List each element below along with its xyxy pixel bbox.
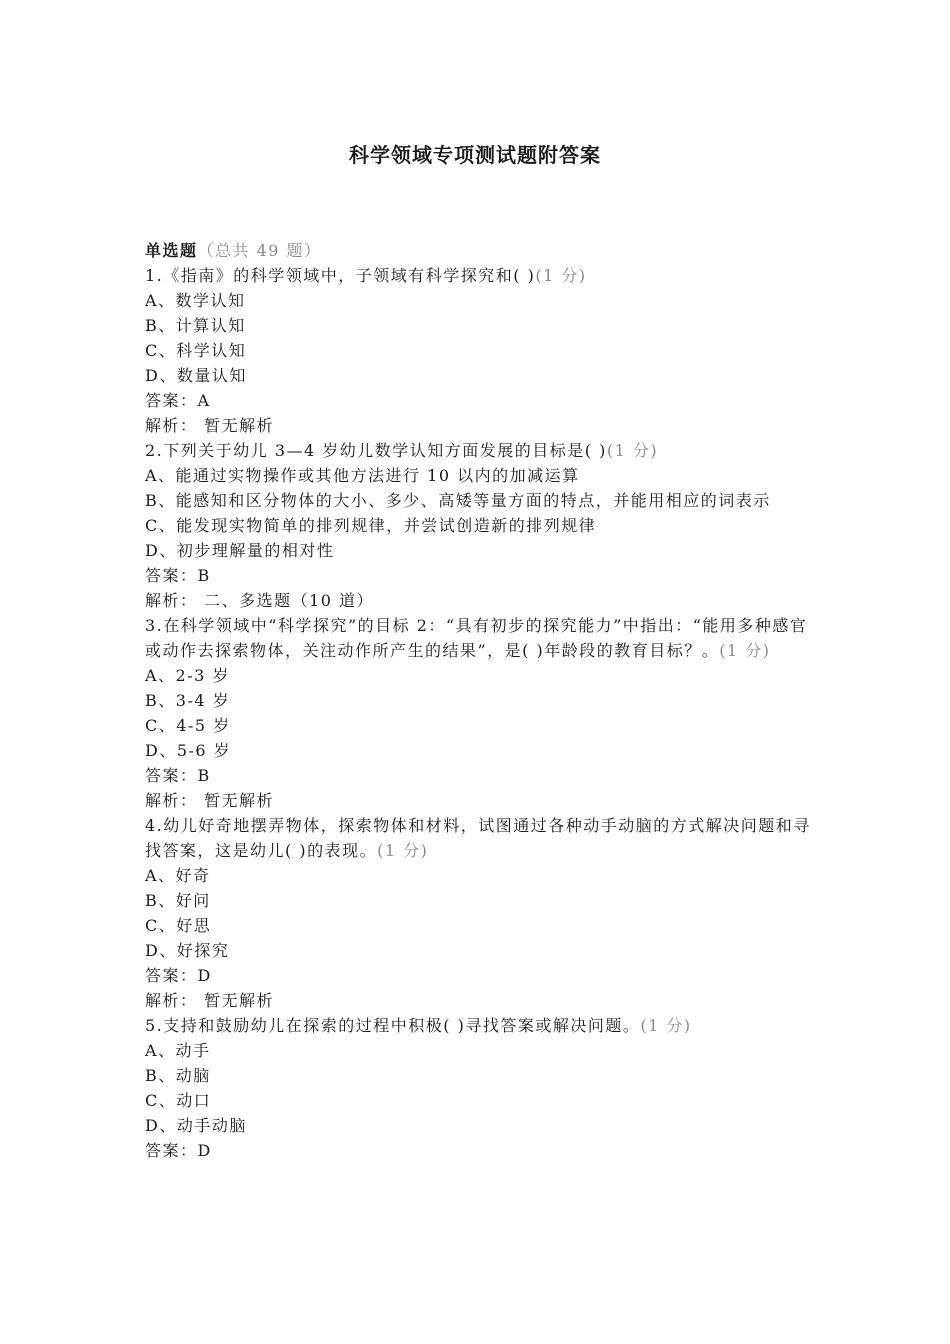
option-a: A、动手 bbox=[145, 1041, 211, 1060]
option-b: B、计算认知 bbox=[145, 316, 246, 335]
option-d: D、5-6 岁 bbox=[145, 741, 232, 760]
answer: 答案：D bbox=[145, 1141, 212, 1160]
question-stem bbox=[145, 438, 813, 463]
question-stem bbox=[145, 263, 813, 288]
option-b: B、动脑 bbox=[145, 1066, 211, 1085]
question-score: (1 分) bbox=[377, 841, 429, 860]
question-score: (1 分) bbox=[640, 1016, 692, 1035]
analysis: 解析： 暂无解析 bbox=[145, 791, 275, 810]
option-a: A、2-3 岁 bbox=[145, 666, 230, 685]
option-d: D、数量认知 bbox=[145, 366, 247, 385]
question-score: (1 分) bbox=[535, 266, 587, 285]
question-list bbox=[145, 238, 813, 1163]
option-a: A、数学认知 bbox=[145, 291, 246, 310]
option-c: C、动口 bbox=[145, 1091, 212, 1110]
question-text: 5.支持和鼓励幼儿在探索的过程中积极( )寻找答案或解决问题。 bbox=[145, 1016, 641, 1035]
section-heading bbox=[145, 238, 813, 263]
section-count: （总共 49 题） bbox=[197, 241, 322, 260]
option-d: D、动手动脑 bbox=[145, 1116, 247, 1135]
option-d: D、初步理解量的相对性 bbox=[145, 541, 335, 560]
option-b: B、3-4 岁 bbox=[145, 691, 231, 710]
option-c: C、科学认知 bbox=[145, 341, 247, 360]
option-c: C、能发现实物简单的排列规律，并尝试创造新的排列规律 bbox=[145, 516, 597, 535]
answer: 答案：B bbox=[145, 766, 211, 785]
analysis: 解析： 暂无解析 bbox=[145, 991, 275, 1010]
section-name: 单选题 bbox=[145, 241, 198, 260]
question-score: (1 分) bbox=[606, 441, 659, 460]
option-a: A、能通过实物操作或其他方法进行 10 以内的加减运算 bbox=[145, 466, 580, 485]
answer: 答案：D bbox=[145, 966, 212, 985]
page-title: 科学领域专项测试题附答案 bbox=[349, 143, 601, 167]
answer: 答案：B bbox=[145, 566, 211, 585]
question-score: (1 分) bbox=[719, 641, 771, 660]
option-b: B、好问 bbox=[145, 891, 211, 910]
question-stem bbox=[145, 813, 813, 863]
option-c: C、好思 bbox=[145, 916, 212, 935]
question-text: 1.《指南》的科学领域中，子领域有科学探究和( ) bbox=[145, 266, 536, 285]
option-c: C、4-5 岁 bbox=[145, 716, 231, 735]
answer: 答案：A bbox=[145, 391, 211, 410]
analysis: 解析： 二、多选题（10 道） bbox=[145, 591, 375, 610]
option-b: B、能感知和区分物体的大小、多少、高矮等量方面的特点，并能用相应的词表示 bbox=[145, 491, 771, 510]
analysis: 解析： 暂无解析 bbox=[145, 416, 275, 435]
question-stem bbox=[145, 613, 813, 663]
question-text: 2.下列关于幼儿 3—4 岁幼儿数学认知方面发展的目标是( ) bbox=[145, 441, 607, 460]
question-text: 3.在科学领域中“科学探究”的目标 2：“具有初步的探究能力”中指出：“能用多种感官或动作去探索物体，关注动作所产生的结果”，是( )年龄段的教育目标？。 bbox=[145, 616, 808, 660]
question-text: 4.幼儿好奇地摆弄物体，探索物体和材料，试图通过各种动手动脑的方式解决问题和寻找答案，这是幼儿( )的表现。 bbox=[145, 816, 811, 860]
option-d: D、好探究 bbox=[145, 941, 230, 960]
option-a: A、好奇 bbox=[145, 866, 211, 885]
question-stem bbox=[145, 1013, 813, 1038]
